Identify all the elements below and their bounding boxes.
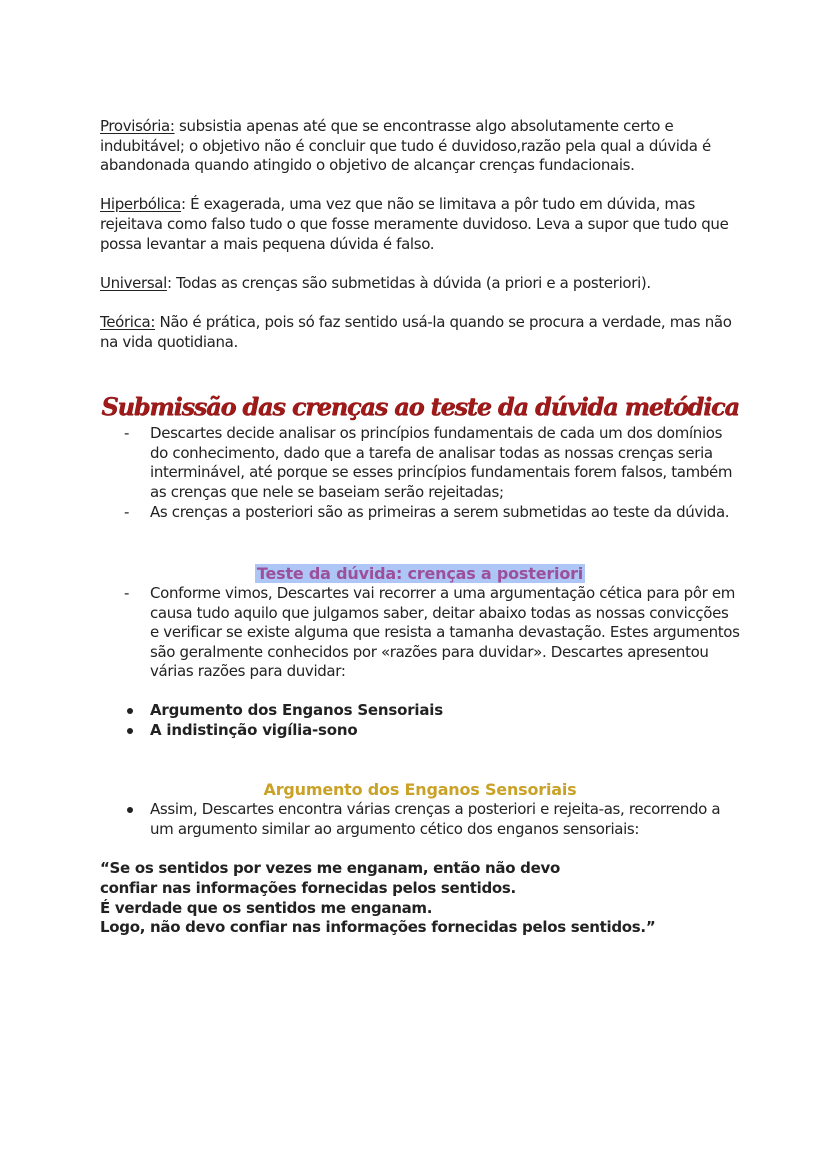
spacer <box>100 522 740 564</box>
highlighted-heading-text: Teste da dúvida: crenças a posteriori <box>256 564 584 584</box>
dash-marker: - <box>124 584 130 603</box>
subsection-heading-posteriori <box>100 564 740 584</box>
quote-line: “Se os sentidos por vezes me enganam, então não devo <box>100 859 560 878</box>
term-description: Não é prática, pois só faz sentido usá-la quando se procura a verdade, mas não na vida quotidiana. <box>100 312 732 351</box>
list-item-text: Descartes decide analisar os princípios fundamentais de cada um dos domínios do conhecimento, dado que a tarefa de analisar todas as nossas crenças seria interminável, até porque se esses princípios fundamentais forem falsos, também as crenças que nele se baseiam serão rejeitadas; <box>150 424 733 501</box>
document-page <box>100 117 740 938</box>
term-description: subsistia apenas até que se encontrasse algo absolutamente certo e indubitável; o objetivo não é concluir que tudo é duvidoso,razão pela qual a dúvida é abandonada quando atingido o objetivo de alcançar crenças fundacionais. <box>100 117 711 175</box>
characteristic-hiperbolica <box>100 195 740 254</box>
term-description: : É exagerada, uma vez que não se limitava a pôr tudo em dúvida, mas rejeitava como falso tudo o que fosse meramente duvidoso. Leva a supor que tudo que possa levantar a mais pequena dúvida é falso. <box>100 195 729 253</box>
bullet-icon <box>127 728 133 734</box>
list-item <box>124 584 740 682</box>
quote-line: Logo, não devo confiar nas informações fornecidas pelos sentidos.” <box>100 918 656 937</box>
list-item-text: As crenças a posteriori são as primeiras a serem submetidas ao teste da dúvida. <box>150 502 730 521</box>
reasons-list <box>124 701 740 740</box>
characteristic-universal <box>100 274 740 294</box>
subsection-heading-enganos: Argumento dos Enganos Sensoriais <box>263 780 577 800</box>
dash-marker: - <box>124 502 130 521</box>
term-label: Teórica: <box>100 312 156 331</box>
spacer <box>100 682 740 701</box>
list-item <box>124 800 740 839</box>
list-item <box>124 503 740 523</box>
section-list <box>124 424 740 522</box>
bullet-icon <box>127 708 133 714</box>
spacer <box>100 352 740 390</box>
spacer <box>100 839 740 859</box>
subsection-2-list <box>124 800 740 839</box>
list-item <box>124 424 740 502</box>
list-item-text: Conforme vimos, Descartes vai recorrer a uma argumentação cética para pôr em causa tudo aquilo que julgamos saber, deitar abaixo todas as nossas convicções e verificar se existe alguma que resista a tamanha devastação. Estes argumentos são geralmente conhecidos por «razões para duvidar». Descartes apresentou várias razões para duvidar: <box>150 584 740 681</box>
reason-item <box>124 721 740 741</box>
term-label: Hiperbólica <box>100 195 181 214</box>
characteristic-provisoria <box>100 117 740 176</box>
skeptic-argument-quote <box>100 859 740 937</box>
subsection-1-list <box>124 584 740 682</box>
reason-text: Argumento dos Enganos Sensoriais <box>150 701 443 720</box>
characteristic-teorica <box>100 313 740 352</box>
quote-line: confiar nas informações fornecidas pelos sentidos. <box>100 879 516 898</box>
dash-marker: - <box>124 424 130 443</box>
term-description: : Todas as crenças são submetidas à dúvida (a priori e a posteriori). <box>166 273 651 292</box>
reason-item <box>124 701 740 721</box>
reason-text: A indistinção vigília-sono <box>150 720 358 739</box>
quote-line: É verdade que os sentidos me enganam. <box>100 898 433 917</box>
section-title: Submissão das crenças ao teste da dúvida metódica <box>101 392 739 422</box>
bullet-icon <box>127 807 133 813</box>
term-label: Universal <box>100 273 167 292</box>
spacer <box>100 740 740 780</box>
list-item-text: Assim, Descartes encontra várias crenças a posteriori e rejeita-as, recorrendo a um argumento similar ao argumento cético dos enganos sensoriais: <box>150 800 721 838</box>
term-label: Provisória: <box>100 117 175 135</box>
